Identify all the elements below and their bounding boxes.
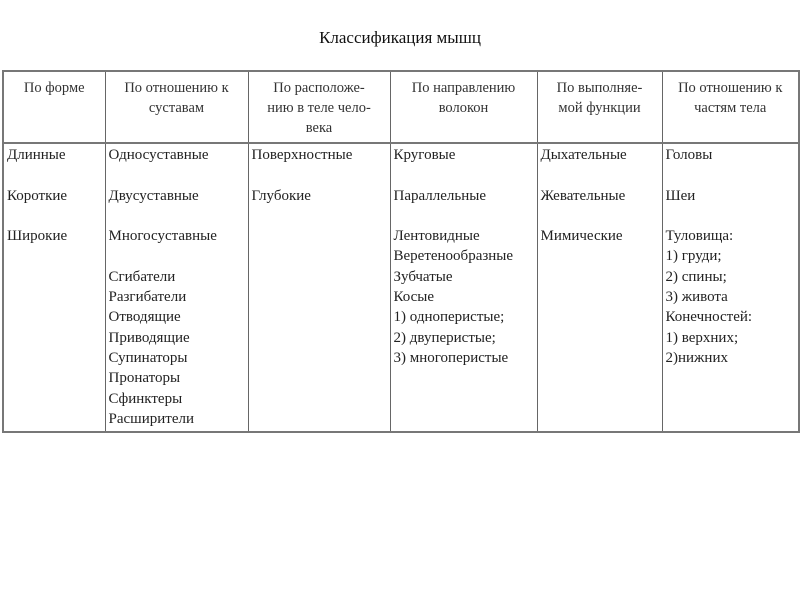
cell-entry: Сгибатели [108, 268, 176, 285]
header-line: По отношению к [124, 80, 229, 96]
spacer [7, 206, 102, 226]
table-cell [248, 143, 390, 432]
cell-entry: Зубчатые [393, 268, 453, 285]
header-line: По выполняе- [556, 80, 643, 96]
cell-entry: 1) верхних; [665, 329, 739, 346]
cell-entry: Туловища: [665, 228, 734, 245]
cell-entry: Односуставные [108, 147, 209, 163]
cell-entry: Расширители [108, 410, 194, 427]
header-line: По расположе- [273, 80, 365, 96]
cell-entry: Разгибатели [108, 289, 187, 306]
header-row [3, 71, 799, 143]
cell-entry: Конечностей: [665, 309, 753, 326]
cell-entry: Мимические [540, 228, 623, 245]
spacer [109, 246, 245, 266]
spacer [541, 206, 659, 226]
cell-entry: Круговые [393, 147, 456, 163]
header-line: По форме [23, 80, 85, 96]
classification-table [2, 70, 800, 433]
spacer [394, 165, 534, 185]
column-header [537, 71, 662, 143]
cell-entry: Головы [665, 147, 713, 163]
header-line: мой функции [558, 100, 641, 116]
column-header [3, 71, 105, 143]
header-line: века [305, 120, 333, 136]
cell-entry: Поверхностные [251, 147, 353, 163]
cell-entry: Пронаторы [108, 370, 181, 387]
header-line: волокон [438, 100, 489, 116]
cell-entry: Длинные [7, 147, 66, 163]
cell-entry: Веретенообразные [393, 248, 514, 265]
table-cell [105, 143, 248, 432]
cell-entry: Супинаторы [108, 349, 188, 366]
cell-entry: Короткие [7, 187, 68, 204]
header-line: суставам [148, 100, 205, 116]
cell-entry: Косые [393, 289, 435, 306]
header-line: нию в теле чело- [267, 100, 371, 116]
cell-entry: Параллельные [393, 187, 486, 204]
table-cell [390, 143, 537, 432]
spacer [666, 165, 796, 185]
cell-entry: Глубокие [251, 187, 311, 204]
cell-entry: 1) груди; [665, 248, 722, 265]
cell-entry: Приводящие [108, 329, 190, 346]
cell-entry: 1) одноперистые; [393, 309, 505, 326]
cell-entry: Лентовидные [393, 228, 480, 245]
spacer [541, 165, 659, 185]
cell-entry: Двусуставные [108, 187, 199, 204]
table-cell [662, 143, 799, 432]
table-cell [537, 143, 662, 432]
column-header [390, 71, 537, 143]
spacer [394, 206, 534, 226]
cell-entry: 3) живота [665, 289, 728, 306]
page-title: Классификация мышц [319, 28, 481, 47]
spacer [109, 165, 245, 185]
column-header [662, 71, 799, 143]
spacer [252, 165, 387, 185]
cell-entry: Широкие [7, 228, 68, 245]
table-row [3, 143, 799, 432]
spacer [109, 206, 245, 226]
column-header [105, 71, 248, 143]
spacer [7, 165, 102, 185]
cell-entry: Жевательные [540, 187, 626, 204]
cell-entry: 2) спины; [665, 268, 727, 285]
cell-entry: 2)нижних [665, 349, 728, 366]
cell-entry: Сфинктеры [108, 390, 183, 407]
cell-entry: Многосуставные [108, 228, 217, 245]
header-line: По направлению [411, 80, 516, 96]
table-cell [3, 143, 105, 432]
cell-entry: 3) многоперистые [393, 349, 509, 366]
spacer [666, 206, 796, 226]
cell-entry: 2) двуперистые; [393, 329, 496, 346]
cell-entry: Дыхательные [540, 147, 627, 163]
column-header [248, 71, 390, 143]
cell-entry: Шеи [665, 187, 696, 204]
header-line: По отношению к [678, 80, 783, 96]
header-line: частям тела [694, 100, 767, 116]
cell-entry: Отводящие [108, 309, 181, 326]
